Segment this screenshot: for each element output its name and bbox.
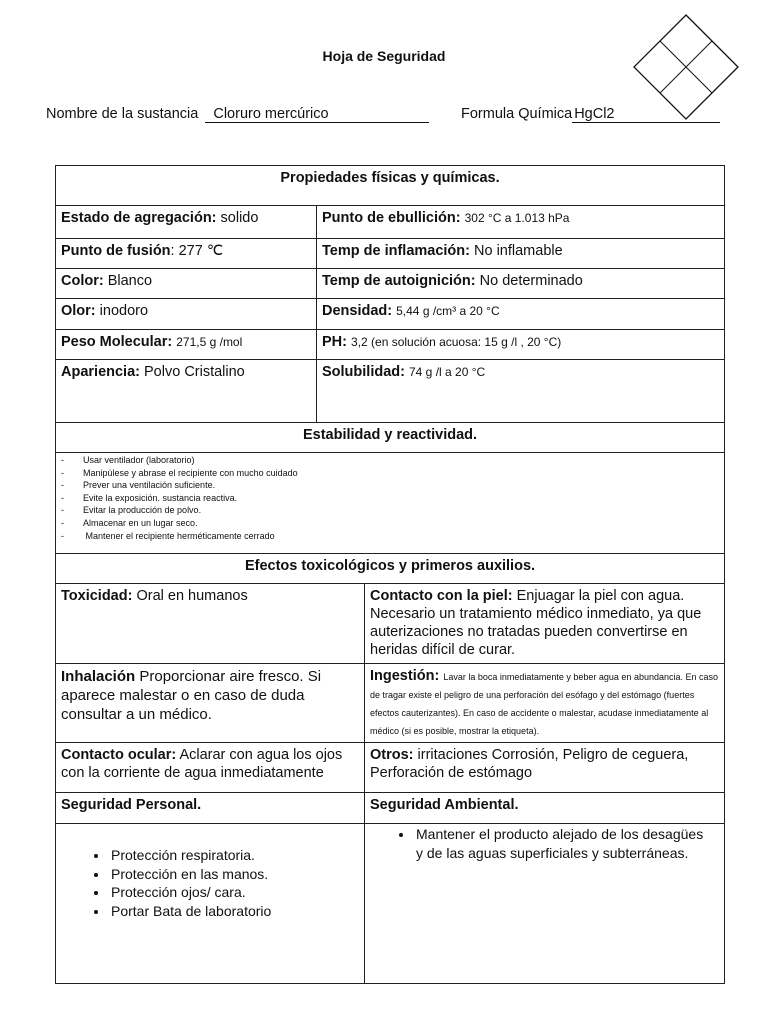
cell-contacto-piel: Contacto con la piel: Enjuagar la piel con agua. Necesario un tratamiento médico inmediato, ya que auterizaciones no tratadas pueden convertirse en heridas difícil de curar. (365, 584, 725, 664)
cell-apariencia: Apariencia: Polvo Cristalino (56, 360, 317, 423)
personal-safety-list (61, 846, 359, 920)
formula-label: Formula Química (461, 106, 573, 122)
formula-value: HgCl2 (572, 106, 720, 123)
environmental-safety-list (370, 825, 719, 862)
formula-line (461, 106, 720, 123)
list-item: • Protección en las manos. (109, 865, 359, 884)
cell-toxicidad: Toxicidad: Oral en humanos (56, 584, 365, 664)
document-title: Hoja de Seguridad (322, 48, 446, 64)
cell-densidad: Densidad: 5,44 g /cm³ a 20 °C (317, 299, 725, 330)
substance-name-label: Nombre de la sustancia (46, 106, 199, 122)
cell-peso-molecular: Peso Molecular: 271,5 g /mol (56, 330, 317, 360)
list-item: • Portar Bata de laboratorio (109, 902, 359, 921)
list-item: • Protección ojos/ cara. (109, 883, 359, 902)
substance-name-line (46, 106, 429, 123)
personal-safety-heading: Seguridad Personal. (56, 793, 365, 824)
cell-autoignicion: Temp de autoignición: No determinado (317, 269, 725, 299)
list-item: - Prever una ventilación suficiente. (83, 479, 719, 492)
hazard-diamond-icon (633, 14, 739, 120)
cell-ph: PH: 3,2 (en solución acuosa: 15 g /l , 20 °C) (317, 330, 725, 360)
cell-estado: Estado de agregación: solido (56, 206, 317, 239)
cell-solubilidad: Solubilidad: 74 g /l a 20 °C (317, 360, 725, 423)
cell-otros: Otros: irritaciones Corrosión, Peligro de ceguera, Perforación de estómago (365, 743, 725, 793)
cell-olor: Olor: inodoro (56, 299, 317, 330)
list-item: • Protección respiratoria. (109, 846, 359, 865)
physical-properties-heading: Propiedades físicas y químicas. (56, 166, 725, 206)
list-item: - Usar ventilador (laboratorio) (83, 454, 719, 467)
list-item: - Evitar la producción de polvo. (83, 504, 719, 517)
stability-list (61, 454, 719, 542)
list-item: • Mantener el producto alejado de los desagües y de las aguas superficiales y subterráneas. (414, 825, 705, 862)
personal-safety-cell (56, 824, 365, 984)
cell-inflamacion: Temp de inflamación: No inflamable (317, 239, 725, 269)
list-item: - Almacenar en un lugar seco. (83, 517, 719, 530)
list-item: - Evite la exposición. sustancia reactiva. (83, 492, 719, 505)
stability-heading: Estabilidad y reactividad. (56, 423, 725, 453)
safety-table (55, 165, 725, 984)
list-item: - Mantener el recipiente herméticamente cerrado (83, 530, 719, 543)
stability-list-cell (56, 453, 725, 554)
environmental-safety-heading: Seguridad Ambiental. (365, 793, 725, 824)
cell-ingestion: Ingestión: Lavar la boca inmediatamente y beber agua en abundancia. En caso de tragar existe el peligro de una perforación del esófago y del estómago (fuertes efectos cauterizantes). En caso de accidente o malestar, acudase inmediatamente al médico (si es posible, mostrar la etiqueta). (365, 664, 725, 743)
cell-ebullicion: Punto de ebullición: 302 °C a 1.013 hPa (317, 206, 725, 239)
list-item: - Manipúlese y abrase el recipiente con mucho cuidado (83, 467, 719, 480)
substance-name-value: Cloruro mercúrico (205, 106, 429, 123)
toxicology-heading: Efectos toxicológicos y primeros auxilios. (56, 554, 725, 584)
cell-contacto-ocular: Contacto ocular: Aclarar con agua los ojos con la corriente de agua inmediatamente (56, 743, 365, 793)
cell-inhalacion: Inhalación Proporcionar aire fresco. Si aparece malestar o en caso de duda consultar a un médico. (56, 664, 365, 743)
cell-color: Color: Blanco (56, 269, 317, 299)
environmental-safety-cell (365, 824, 725, 984)
cell-fusion: Punto de fusión: 277 ℃ (56, 239, 317, 269)
